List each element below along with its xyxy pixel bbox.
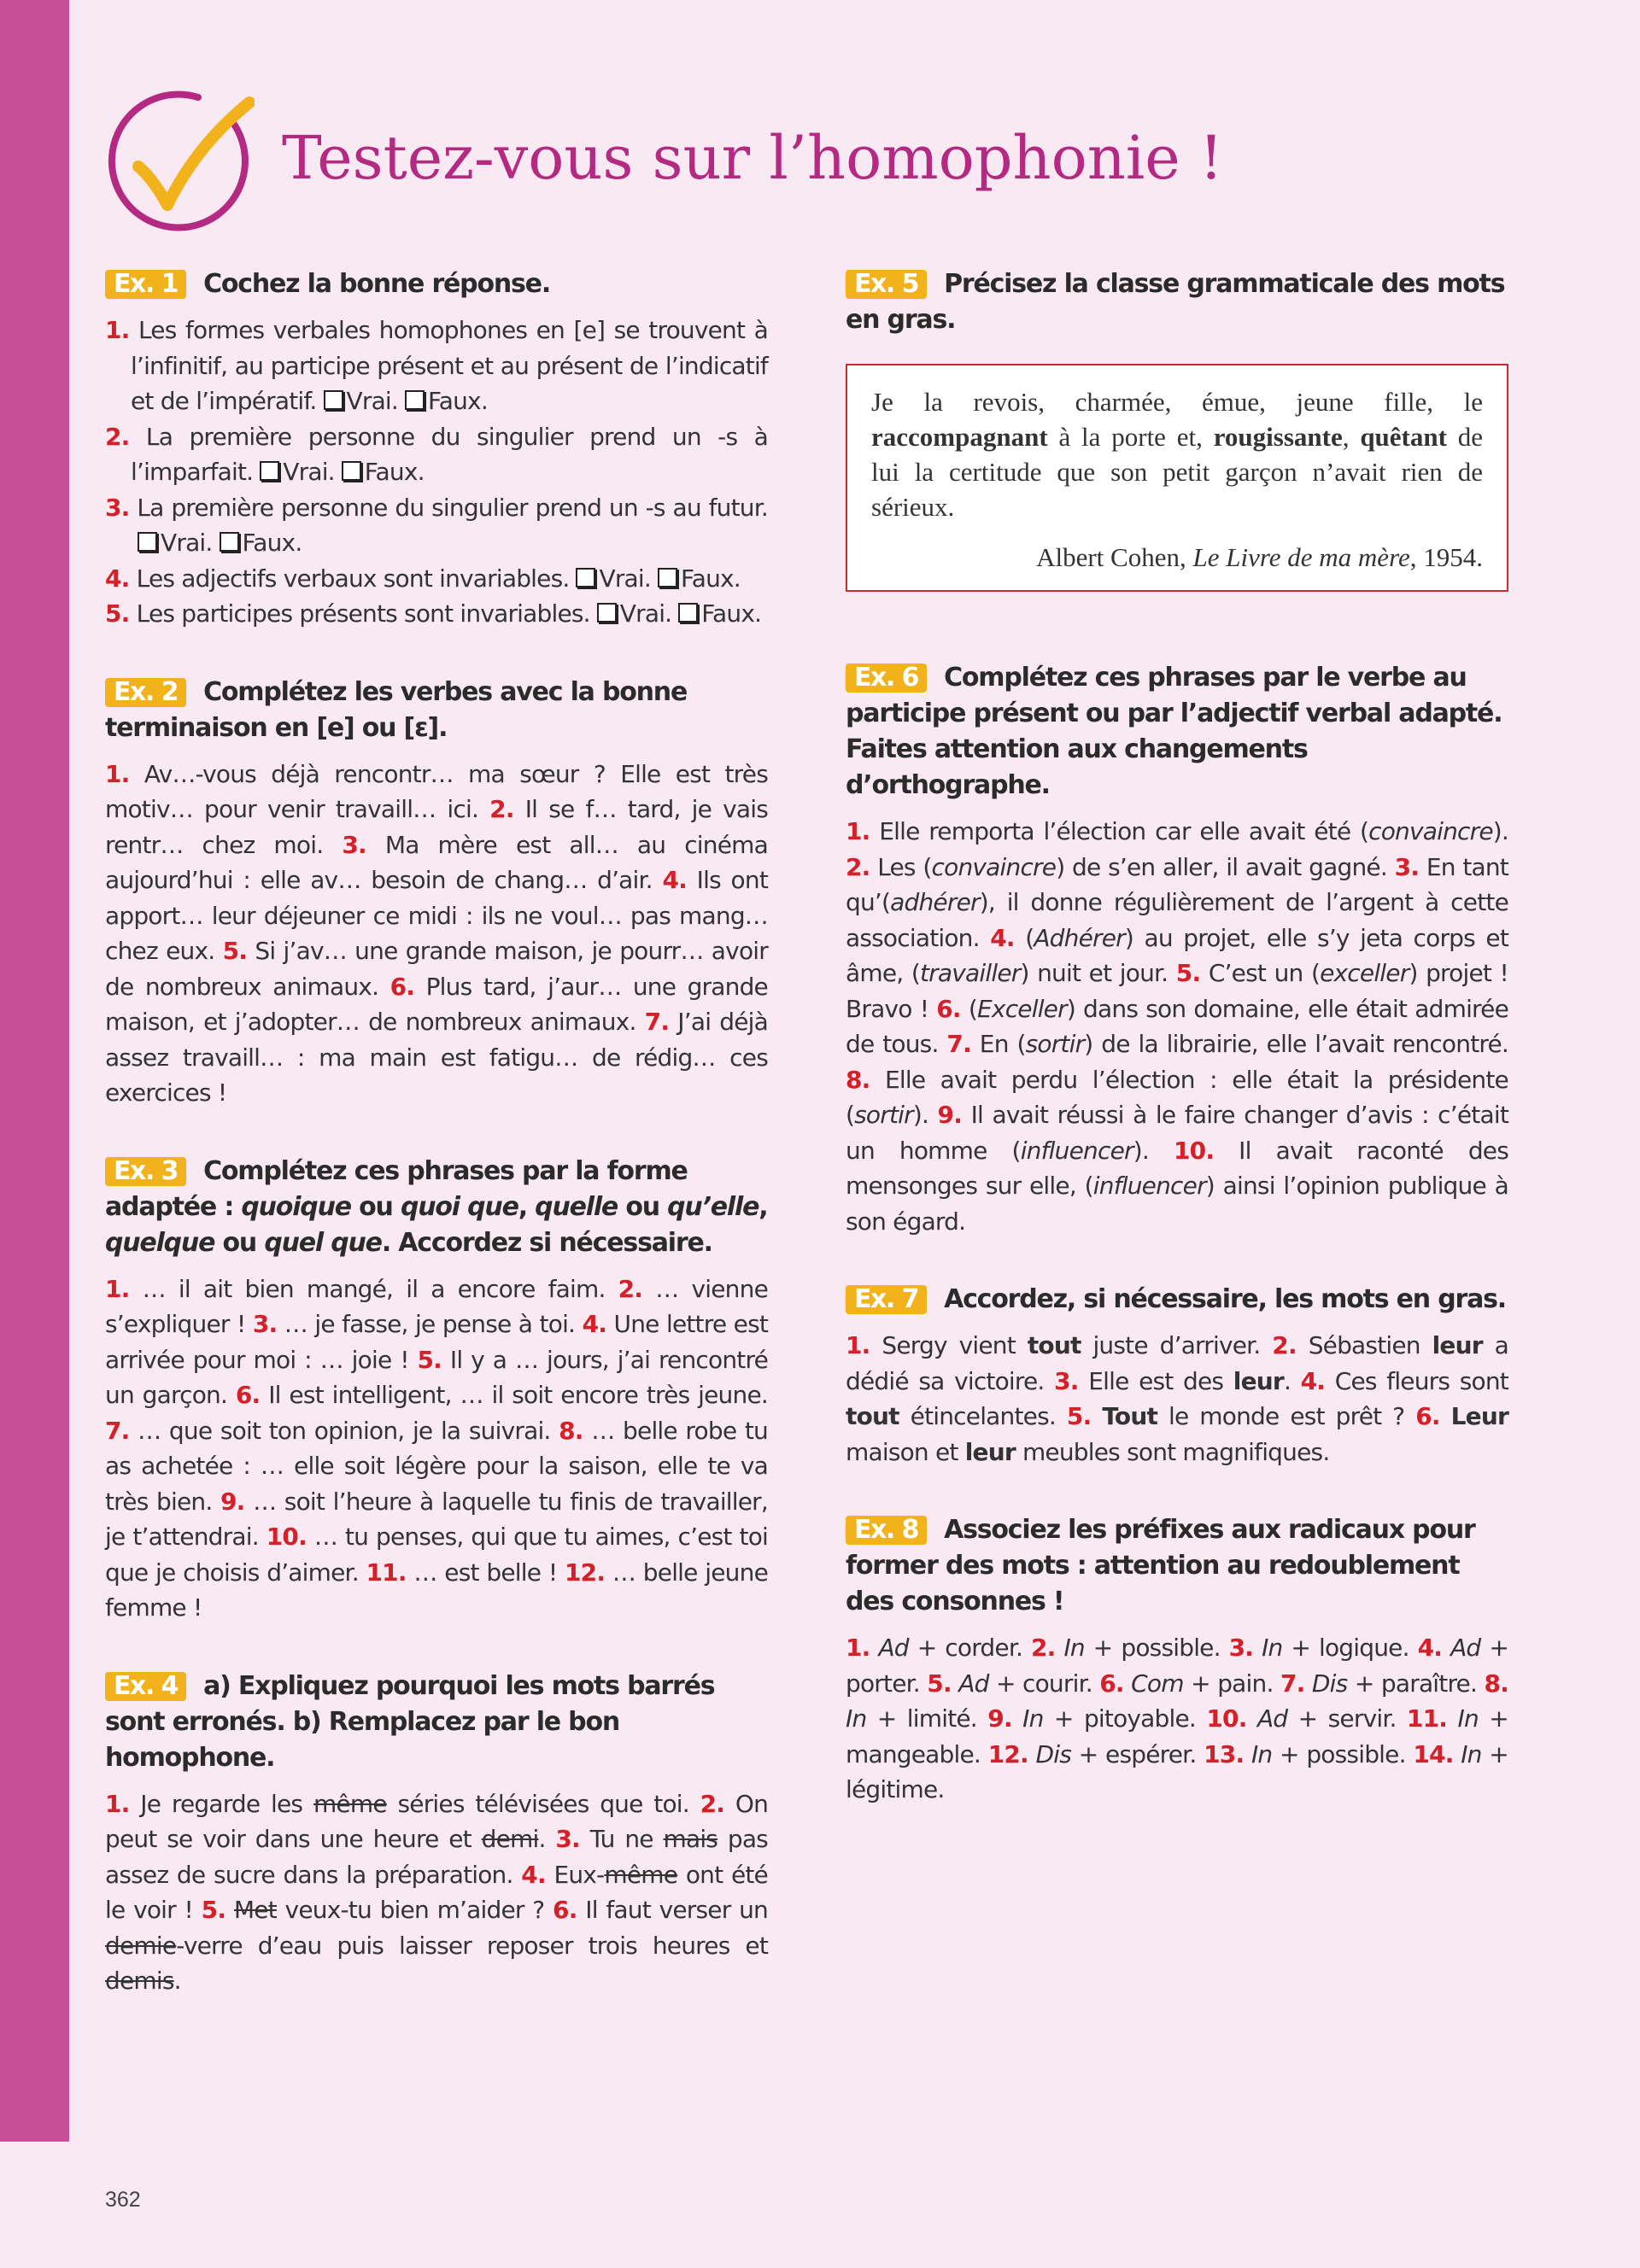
exercise-instruction: Accordez si nécessaire. [398,1227,712,1258]
form-word: quoique [241,1191,351,1222]
item-text: ). [1133,1136,1149,1165]
exercise-heading [105,675,768,746]
item-number: 2. [700,1789,725,1818]
item-number: 4. [105,564,130,593]
item-text: Je regarde les [140,1789,303,1818]
item-text: maison et [846,1437,958,1466]
exercise-body [846,1328,1508,1470]
item-number: 4. [662,866,687,894]
side-color-band [0,0,69,2142]
bold-word: raccompagnant [871,422,1048,452]
item-number: 8. [1484,1669,1509,1698]
exercise-body [846,1630,1508,1808]
prefix: In [1461,1739,1482,1768]
item-number: 6. [1099,1669,1124,1698]
prefix: Ad [1450,1634,1481,1662]
bold-word: tout [846,1402,899,1430]
item-number: 1. [846,1331,870,1359]
item-text: Il se f… tard, je vais rentr… chez moi. [105,795,768,859]
exercise-body [105,1271,768,1626]
exercise-heading [846,1282,1508,1318]
exercise-heading [846,660,1508,804]
exercise-instruction: Complétez ces phrases par le verbe au participe présent ou par l’adjectif verbal adapté. Faites attention aux changements d’orthographe. [846,663,1502,800]
form-word: qu’elle [667,1191,759,1222]
item-number: 4. [1300,1366,1326,1395]
bold-word: quêtant [1360,422,1447,452]
checkbox-faux[interactable] [658,568,677,587]
quote-fragment: à la porte et, [1058,422,1203,452]
item-text: étincelantes. [910,1402,1056,1430]
item-text: . [1283,1366,1292,1395]
item-number: 7. [644,1008,670,1036]
item-number: 5. [222,937,248,965]
prefix: In [1063,1634,1085,1662]
exercise-6 [846,660,1508,1239]
root: + pain. [1191,1669,1274,1698]
item-text: Les participes présents sont invariables. [136,599,590,628]
root: + pitoyable. [1053,1704,1197,1733]
list-item [105,313,768,419]
item-number: 6. [553,1896,577,1924]
item-number: 3. [105,493,130,522]
verb: influencer [1092,1172,1206,1200]
checkbox-vrai[interactable] [260,461,279,481]
item-text: … tu penses, qui que tu aimes, c’est toi que je choisis d’aimer. [105,1523,768,1587]
item-number: 2. [489,795,514,823]
faux-label: Faux. [701,599,762,628]
item-number: 1. [105,1789,130,1818]
quote-author: Albert Cohen, [1036,542,1186,572]
faux-label: Faux. [364,458,425,486]
list-item [105,490,768,561]
verb: Exceller [977,994,1067,1023]
item-text: … belle jeune femme ! [105,1558,769,1622]
item-text: Il est intelligent, … il soit encore très jeune. [268,1381,768,1409]
struck-word: demi [481,1825,539,1853]
faux-label: Faux. [681,564,741,593]
item-number: 14. [1413,1739,1454,1768]
item-number: 1. [105,316,130,344]
or-word: ou [359,1191,393,1222]
prefix: Dis [1035,1739,1072,1768]
item-number: 10. [1173,1136,1215,1165]
form-word: quel que [264,1227,382,1258]
list-item [105,596,768,632]
exercise-body [105,757,768,1111]
item-number: 11. [366,1558,407,1587]
root: + mangeable. [846,1704,1508,1768]
exercise-badge: Ex. 5 [846,270,927,299]
item-number: 3. [1394,852,1420,881]
item-number: 5. [105,599,130,628]
item-number: 4. [582,1310,607,1338]
exercise-body [846,814,1508,1239]
vrai-label: Vrai. [619,599,672,628]
checkbox-vrai[interactable] [324,390,343,410]
item-number: 6. [390,972,415,1001]
item-text: ont été le voir ! [105,1860,768,1924]
item-number: 1. [105,759,130,788]
item-number: 4. [521,1860,546,1889]
item-number: 6. [1415,1402,1440,1430]
item-number: 3. [1054,1366,1079,1395]
item-text: le monde est prêt ? [1168,1402,1405,1430]
bold-word: Leur [1450,1402,1508,1430]
item-number: 1. [105,1274,130,1303]
struck-word: même [604,1860,678,1889]
item-text: Ces fleurs sont [1334,1366,1508,1395]
exercise-3 [105,1154,768,1626]
vrai-label: Vrai. [161,529,213,557]
form-word: quoi que [400,1191,518,1222]
bold-word: leur [964,1437,1016,1466]
item-text: ( [968,994,978,1023]
item-number: 6. [235,1381,261,1409]
exercise-instruction: Complétez ces phrases par la forme adaptée : [105,1155,688,1222]
item-text: Elle remporta l’élection car elle avait été ( [879,817,1369,845]
item-text: … soit l’heure à laquelle tu finis de travailler, je t’attendrai. [105,1487,768,1551]
prefix: Dis [1311,1669,1348,1698]
item-text: … vienne s’expliquer ! [105,1274,768,1338]
form-word: quelque [105,1227,215,1258]
item-text: Les ( [877,852,932,881]
item-text: La première personne du singulier prend un -s au futur. [137,493,768,522]
struck-word: même [313,1789,387,1818]
root: + paraître. [1354,1669,1478,1698]
item-number: 5. [927,1669,952,1698]
prefix: In [1250,1739,1273,1768]
exercise-badge: Ex. 6 [846,663,927,693]
quote-fragment: , [1342,422,1350,452]
exercise-8 [846,1512,1508,1808]
item-text: Ils ont apport… leur déjeuner ce midi : ils ne voul… pas mang… chez eux. [105,866,769,965]
item-text: pas assez de sucre dans la préparation. [105,1825,768,1889]
exercise-5 [846,266,1508,592]
item-number: 4. [1417,1634,1443,1662]
item-number: 5. [201,1896,226,1924]
exercise-instruction: Précisez la classe grammaticale des mots en gras. [846,269,1505,335]
checkbox-vrai[interactable] [597,603,617,623]
item-number: 11. [1406,1704,1448,1733]
quote-box [846,364,1508,592]
checkbox-faux[interactable] [678,603,698,623]
verb: sortir [1025,1030,1085,1058]
quote-text [871,384,1483,524]
item-number: 9. [987,1704,1012,1733]
item-number: 2. [105,422,130,451]
item-text: ) dans son domaine, elle était admirée de tous. [846,994,1509,1058]
item-text: C’est un ( [1208,959,1321,987]
exercise-7 [846,1282,1508,1470]
exercise-heading [846,1512,1508,1620]
item-text: ) nuit et jour. [1020,959,1168,987]
item-number: 5. [417,1345,442,1374]
exercise-4 [105,1669,768,1999]
checkbox-vrai[interactable] [576,568,595,587]
struck-word: demie [105,1931,177,1960]
item-number: 1. [846,817,870,845]
checkbox-vrai[interactable] [138,532,157,552]
item-text: On peut se voir dans une heure et [105,1789,769,1853]
item-text: En tant qu’( [846,852,1508,916]
quote-work: Le Livre de ma mère [1192,542,1410,572]
exercise-instruction: Cochez la bonne réponse. [203,269,551,299]
item-text: veux-tu bien m’aider ? [284,1896,545,1924]
item-text: ) ainsi l’opinion publique à son égard. [846,1172,1508,1236]
exercise-instruction: Accordez, si nécessaire, les mots en gras. [944,1284,1506,1314]
item-text: La première personne du singulier prend un -s à l’imparfait. [131,422,768,486]
item-number: 5. [1066,1402,1092,1430]
struck-word: demis [105,1967,174,1995]
item-number: 8. [846,1065,870,1094]
prefix: Ad [1256,1704,1288,1733]
checkbox-faux[interactable] [220,532,239,552]
list-item [105,419,768,490]
page-title: Testez-vous sur l’homophonie ! [282,123,1224,193]
form-word: quelle [535,1191,618,1222]
item-text: meubles sont magnifiques. [1022,1437,1330,1466]
exercise-instruction: Complétez les verbes avec la bonne terminaison en [e] ou [ε]. [105,676,688,743]
faux-label: Faux. [242,529,302,557]
right-column [846,266,1508,1850]
item-number: 2. [618,1274,643,1303]
verb: adhérer [890,888,980,916]
item-number: 2. [846,852,870,881]
item-text: … il ait bien mangé, il a encore faim. [142,1274,606,1303]
prefix: Com [1131,1669,1184,1698]
item-text: … je fasse, je pense à toi. [284,1310,576,1338]
or-word: ou [625,1191,659,1222]
item-text: ) projet ! Bravo ! [846,959,1508,1023]
exercise-2 [105,675,768,1111]
item-text: . [538,1825,546,1853]
item-text: … belle robe tu as achetée : … elle soit légère pour la saison, elle te va très bien. [105,1416,768,1516]
page-number: 362 [105,2188,141,2212]
item-number: 6. [936,994,961,1023]
item-text: Eux- [554,1860,605,1889]
item-number: 2. [1272,1331,1297,1359]
item-text: J’ai déjà assez travaill… : ma main est fatigu… de rédig… ces exercices ! [105,1008,769,1107]
item-text: Les formes verbales homophones en [e] se trouvent à l’infinitif, au participe présent et au présent de l’indicatif et de l’impératif. [131,316,768,415]
item-text: Av…-vous déjà rencontr… ma sœur ? Elle est très motiv… pour venir travaill… ici. [105,759,768,823]
item-number: 3. [555,1825,580,1853]
prefix: In [846,1704,867,1733]
root: + possible. [1280,1739,1406,1768]
exercise-badge: Ex. 1 [105,270,186,299]
item-text: Les adjectifs verbaux sont invariables. [136,564,570,593]
exercise-heading [846,266,1508,338]
root: + espérer. [1078,1739,1197,1768]
quote-year: , 1954. [1409,542,1483,572]
bold-word: leur [1233,1366,1284,1395]
struck-word: mais [663,1825,718,1853]
item-text: Il faut verser un [585,1896,768,1924]
item-number: 13. [1204,1739,1245,1768]
item-text: ) de la librairie, elle l’avait rencontré. [1084,1030,1509,1058]
item-text: Elle est des [1088,1366,1224,1395]
item-text: a dédié sa victoire. [846,1331,1508,1395]
item-text: séries télévisées que toi. [397,1789,689,1818]
quote-fragment: de lui la certitude que son petit garçon n’avait rien de sérieux. [871,422,1484,522]
item-number: 3. [1228,1634,1254,1662]
exercise-body [105,313,768,632]
exercise-instruction: Associez les préfixes aux radicaux pour former des mots : attention au redoublement des consonnes ! [846,1515,1475,1616]
verb: travailler [920,959,1021,987]
root: + corder. [917,1634,1023,1662]
exercise-badge: Ex. 2 [105,678,186,707]
item-number: 9. [937,1101,963,1129]
verb: convaincre [1368,817,1493,845]
faux-label: Faux. [428,387,488,415]
prefix: Ad [878,1634,909,1662]
exercise-badge: Ex. 7 [846,1285,927,1314]
item-number: 8. [559,1416,583,1445]
item-text: -verre d’eau puis laisser reposer trois heures et [176,1931,768,1960]
vrai-label: Vrai. [283,458,335,486]
or-word: ou [222,1227,257,1258]
item-number: 3. [252,1310,278,1338]
item-text: ) de s’en aller, il avait gagné. [1056,852,1387,881]
bold-word: tout [1027,1331,1081,1359]
item-number: 12. [565,1558,606,1587]
item-text: juste d’arriver. [1092,1331,1261,1359]
item-text: En ( [979,1030,1026,1058]
root: + servir. [1297,1704,1397,1733]
item-text: Ma mère est all… au cinéma aujourd’hui : elle av… besoin de chang… d’air. [105,830,768,894]
exercise-heading [105,266,768,302]
item-text: Il avait réussi à le faire changer d’avis : c’était un homme ( [846,1101,1508,1165]
item-text: Sébastien [1308,1331,1420,1359]
list-item [105,561,768,597]
item-text: Sergy vient [882,1331,1016,1359]
exercise-1 [105,266,768,632]
item-number: 2. [1031,1634,1056,1662]
verb: influencer [1020,1136,1133,1165]
item-number: 4. [990,923,1015,952]
item-number: 1. [846,1634,870,1662]
item-text: Il y a … jours, j’ai rencontré un garçon. [105,1345,768,1409]
item-number: 7. [946,1030,971,1058]
exercise-badge: Ex. 3 [105,1157,186,1186]
verb: Adhérer [1034,923,1125,952]
exercise-badge: Ex. 4 [105,1672,186,1701]
exercise-badge: Ex. 8 [846,1516,927,1545]
item-number: 5. [1175,959,1201,987]
prefix: In [1262,1634,1283,1662]
struck-word: Met [233,1896,277,1924]
item-number: 10. [266,1523,307,1551]
vrai-label: Vrai. [346,387,399,415]
item-text: Il avait raconté des mensonges sur elle, ( [846,1136,1509,1200]
item-number: 3. [342,830,366,859]
checkbox-faux[interactable] [405,390,425,410]
item-number: 10. [1206,1704,1247,1733]
item-number: 9. [220,1487,245,1516]
item-text: Une lettre est arrivée pour moi : … joie ! [105,1310,769,1374]
item-text: Elle avait perdu l’élection : elle était la présidente ( [846,1065,1508,1129]
item-text: ) au projet, elle s’y jeta corps et âme, ( [846,923,1509,987]
root: + possible. [1092,1634,1221,1662]
item-text: … est belle ! [413,1558,558,1587]
bold-word: leur [1432,1331,1483,1359]
checkbox-faux[interactable] [342,461,361,481]
left-column [105,266,768,2042]
root: + logique. [1291,1634,1409,1662]
exercise-body [105,1786,768,1999]
item-text: ( [1025,923,1034,952]
exercise-heading: Ex. 3 Complétez ces phrases par la forme adaptée : quoique ou quoi que, quelle ou qu’elle, quelque ou quel que. Accordez si nécessaire. [105,1155,768,1258]
item-text: ). [1492,817,1509,845]
item-text: Tu ne [589,1825,653,1853]
verb: convaincre [931,852,1057,881]
root: + légitime. [846,1739,1508,1803]
item-number: 7. [1280,1669,1305,1698]
root: + porter. [846,1634,1508,1698]
exercise-instruction: a) Expliquez pourquoi les mots barrés sont erronés. b) Remplacez par le bon homophone. [105,1670,715,1773]
prefix: Ad [958,1669,989,1698]
item-text: ), il donne régulièrement de l’argent à cette association. [846,888,1508,952]
prefix: In [1457,1704,1479,1733]
root: + courir. [995,1669,1092,1698]
checkmark-icon [102,85,255,237]
verb: exceller [1320,959,1409,987]
root: + limité. [876,1704,977,1733]
item-number: 12. [987,1739,1028,1768]
item-text: . [173,1967,181,1995]
bold-word: rougissante [1213,422,1343,452]
prefix: In [1022,1704,1044,1733]
item-text: … que soit ton opinion, je la suivrai. [138,1416,551,1445]
verb: sortir [854,1101,913,1129]
quote-credit [871,540,1483,575]
bold-word: Tout [1102,1402,1158,1430]
vrai-label: Vrai. [599,564,651,593]
item-text: Si j’av… une grande maison, je pourr… avoir de nombreux animaux. [105,937,768,1001]
item-number: 7. [105,1416,130,1445]
item-text: Plus tard, j’aur… une grande maison, et j’adopter… de nombreux animaux. [105,972,768,1036]
quote-fragment: Je la revois, charmée, émue, jeune fille, le [871,387,1483,417]
item-text: ). [912,1101,929,1129]
exercise-heading [105,1669,768,1776]
